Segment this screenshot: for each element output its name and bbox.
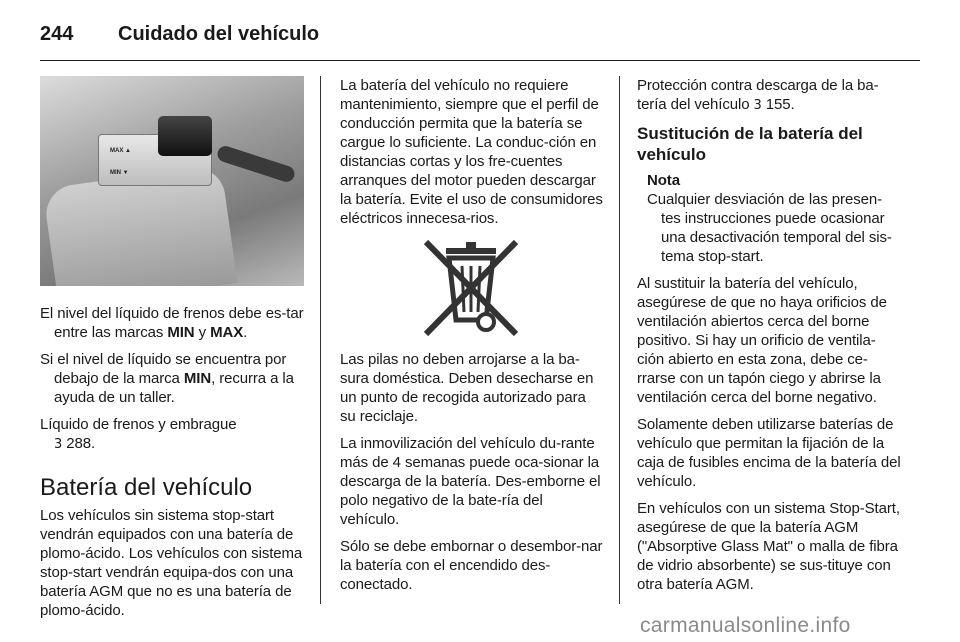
hose-shape: [215, 144, 296, 184]
reservoir-cap-shape: [158, 116, 212, 156]
max-mark-label: MAX ▲: [110, 148, 131, 154]
note-box: [647, 171, 901, 266]
low-fluid-paragraph: Si el nivel de líquido se encuentra por debajo de la marca MIN, recurra a la ayuda de un taller.: [40, 351, 294, 406]
min-mark-label: MIN ▼: [110, 170, 129, 176]
watermark: carmanualsonline.info: [640, 614, 851, 637]
reference-arrow-icon: 3: [54, 437, 63, 452]
battery-heading: Batería del vehículo: [40, 474, 253, 501]
maintenance-paragraph: La batería del vehículo no requiere mantenimiento, siempre que el perfil de conducción permita que la batería se cargue lo suficiente. La conduc-ción en distancias cortas y los fre-cuentes arranques del motor pueden descargar la batería. Evite el uso de consumidores eléctricos innecesa-rios.: [340, 77, 603, 227]
agm-paragraph: En vehículos con un sistema Stop-Start, asegúrese de que la batería AGM ("Absorptive Glass Mat" o malla de fibra de vidrio absorbente) se sus-tituye con otra batería AGM.: [637, 500, 900, 593]
column-2: [340, 76, 604, 602]
column-3: [637, 76, 901, 602]
ventilation-paragraph: Al sustituir la batería del vehículo, asegúrese de que no haya orificios de ventilación abiertos cerca del borne positivo. Si hay un orificio de ventila-ción abierto en esta zona, debe ce-rrarse con un tapón ciego y abrirse la ventilación cerca del borne negativo.: [637, 275, 887, 406]
brake-fluid-level-paragraph: El nivel del líquido de frenos debe es-tar entre las marcas MIN y MAX.: [40, 305, 304, 341]
battery-types-paragraph: Los vehículos sin sistema stop-start vendrán equipados con una batería de plomo-ácido. Los vehículos con sistema stop-start vendrán equipa-dos con una batería AGM que no es una batería de plomo-ácido.: [40, 507, 303, 619]
column-1: [40, 76, 304, 628]
recycling-symbol: [340, 236, 604, 340]
brake-fluid-reservoir-photo: [40, 76, 304, 286]
immobilization-paragraph: La inmovilización del vehículo du-rante más de 4 semanas puede oca-sionar la descarga de la batería. Des-emborne el polo negativo de la bate-ría del vehículo.: [340, 435, 601, 528]
header-rule: [40, 60, 920, 61]
section-title: Cuidado del vehículo: [118, 22, 320, 45]
column-divider-2: [619, 76, 620, 604]
note-text: Cualquier desviación de las presen-tes instrucciones puede ocasionar una desactivación temporal del sis-tema stop-start.: [647, 191, 892, 265]
fuse-box-paragraph: Solamente deben utilizarse baterías de vehículo que permitan la fijación de la caja de fusibles encima de la batería del vehículo.: [637, 416, 901, 490]
disposal-paragraph: Las pilas no deben arrojarse a la ba-sura doméstica. Deben desecharse en un punto de recogida autorizado para su reciclaje.: [340, 351, 594, 425]
crossed-bin-icon: [416, 236, 528, 340]
battery-replacement-heading: Sustitución de la batería del vehículo: [637, 124, 863, 164]
page-header: [40, 14, 920, 54]
note-title: Nota: [647, 172, 680, 189]
ignition-paragraph: Sólo se debe embornar o desembor-nar la batería con el encendido des-conectado.: [340, 538, 603, 593]
page-number: 244: [40, 22, 74, 45]
reference-arrow-icon: 3: [753, 98, 762, 113]
brake-fluid-reference: Líquido de frenos y embrague 3 288.: [40, 416, 237, 452]
discharge-protection-reference: Protección contra descarga de la ba-tería del vehículo 3 155.: [637, 77, 879, 113]
column-divider-1: [320, 76, 321, 604]
